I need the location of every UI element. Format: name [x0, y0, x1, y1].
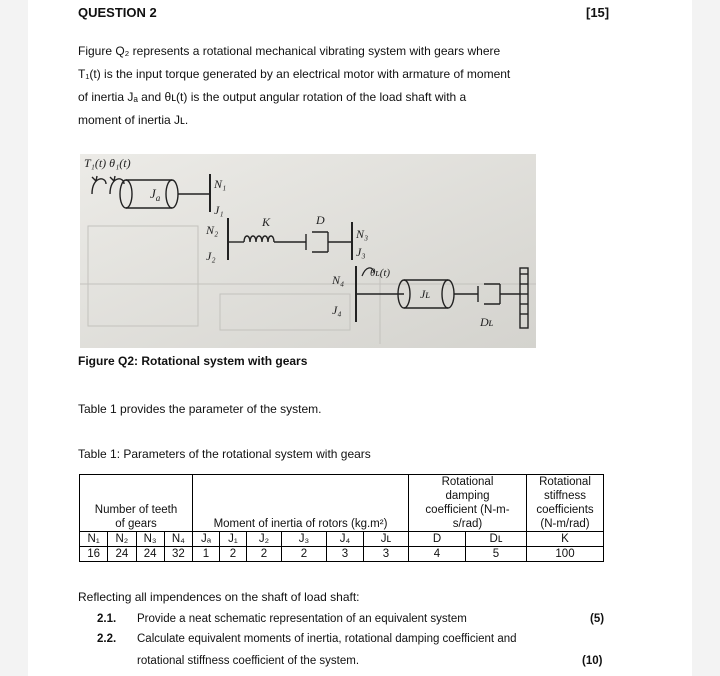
table-cell: 24 [136, 547, 164, 562]
table-cell: 5 [466, 547, 527, 562]
column-header: K [527, 532, 604, 547]
subquestion-number: 2.2. [97, 633, 117, 645]
column-header: N₃ [136, 532, 164, 547]
subquestion-marks: (10) [582, 655, 603, 667]
table-cell: 24 [108, 547, 136, 562]
d-label: D [316, 213, 325, 227]
column-header: N₂ [108, 532, 136, 547]
header-text: coefficient (N-m- [425, 504, 510, 516]
subquestion-number: 2.1. [97, 613, 117, 625]
ja-label: $J_a$ [150, 186, 161, 203]
jl-label: Jʟ [420, 287, 431, 301]
header-text: Rotational [441, 476, 494, 488]
table-cell: 16 [80, 547, 108, 562]
subquestion-text: Provide a neat schematic representation of an equivalent system [137, 613, 467, 625]
table-column-row [80, 532, 604, 547]
j2-label: J₂ [206, 249, 216, 263]
column-header: N₁ [80, 532, 108, 547]
intro-line: of inertia Jₐ and θʟ(t) is the output angular rotation of the load shaft with a [78, 90, 467, 104]
figure-caption: Figure Q2: Rotational system with gears [78, 354, 308, 368]
column-header: Dʟ [466, 532, 527, 547]
dl-label: Dʟ [480, 315, 494, 329]
table-header-row [80, 475, 604, 532]
table-cell: 1 [193, 547, 220, 562]
theta-l-label: θʟ(t) [370, 267, 391, 279]
header-text: coefficients [536, 504, 594, 516]
header-text: of gears [115, 518, 157, 530]
subquestion-marks: (5) [590, 613, 605, 625]
reflect-instruction: Reflecting all impendences on the shaft of load shaft: [78, 590, 360, 604]
j1-label: J₁ [214, 203, 224, 217]
teeth-header [80, 475, 193, 532]
gear-system-diagram [80, 154, 536, 348]
table-cell: 100 [527, 547, 604, 562]
header-text: s/rad) [452, 518, 483, 530]
parameters-table [79, 474, 604, 562]
header-text: (N-m/rad) [540, 518, 590, 530]
header-text: Rotational [539, 476, 591, 488]
table-cell: 2 [220, 547, 247, 562]
table-cell: 3 [327, 547, 364, 562]
n4-label: N₄ [332, 273, 345, 287]
intro-line: T₁(t) is the input torque generated by an electrical motor with armature of moment [78, 67, 511, 81]
intro-line: Figure Q₂ represents a rotational mechanical vibrating system with gears where [78, 44, 501, 58]
table-cell: 32 [164, 547, 192, 562]
j3-label: J₃ [356, 245, 366, 259]
inertia-header: Moment of inertia of rotors (kg.m²) [193, 475, 409, 532]
column-header: J₂ [247, 532, 282, 547]
table-caption: Table 1: Parameters of the rotational system with gears [78, 447, 371, 461]
column-header: D [409, 532, 466, 547]
column-header: N₄ [164, 532, 192, 547]
n2-label: N₂ [206, 223, 219, 237]
table-value-row [80, 547, 604, 562]
figure-background [80, 154, 536, 348]
column-header: Jʟ [364, 532, 409, 547]
gear-system-figure [80, 154, 536, 348]
subquestion-text: Calculate equivalent moments of inertia, rotational damping coefficient and [137, 633, 517, 645]
n3-label: N₃ [356, 227, 369, 241]
intro-line: moment of inertia Jʟ. [78, 113, 189, 127]
table-cell: 3 [364, 547, 409, 562]
column-header: J₄ [327, 532, 364, 547]
table-cell: 2 [282, 547, 327, 562]
subquestion-text-line2: rotational stiffness coefficient of the system. [137, 655, 360, 667]
table-cell: 4 [409, 547, 466, 562]
question-title: QUESTION 2 [78, 5, 157, 20]
input-torque-label: T₁(t) θ₁(t) [84, 156, 131, 170]
question-marks: [15] [586, 5, 610, 20]
j4-label: J₄ [332, 303, 342, 317]
header-text: Number of teeth [94, 504, 178, 516]
table-intro: Table 1 provides the parameter of the system. [78, 402, 322, 416]
column-header: J₁ [220, 532, 247, 547]
column-header: Jₐ [193, 532, 220, 547]
stiffness-header [527, 475, 604, 532]
column-header: J₃ [282, 532, 327, 547]
k-label: K [262, 215, 271, 229]
header-text: damping [445, 490, 490, 502]
header-text: stiffness [544, 490, 586, 502]
table-cell: 2 [247, 547, 282, 562]
damping-header [409, 475, 527, 532]
intro-paragraph [78, 40, 568, 132]
n1-label: N₁ [214, 177, 227, 191]
